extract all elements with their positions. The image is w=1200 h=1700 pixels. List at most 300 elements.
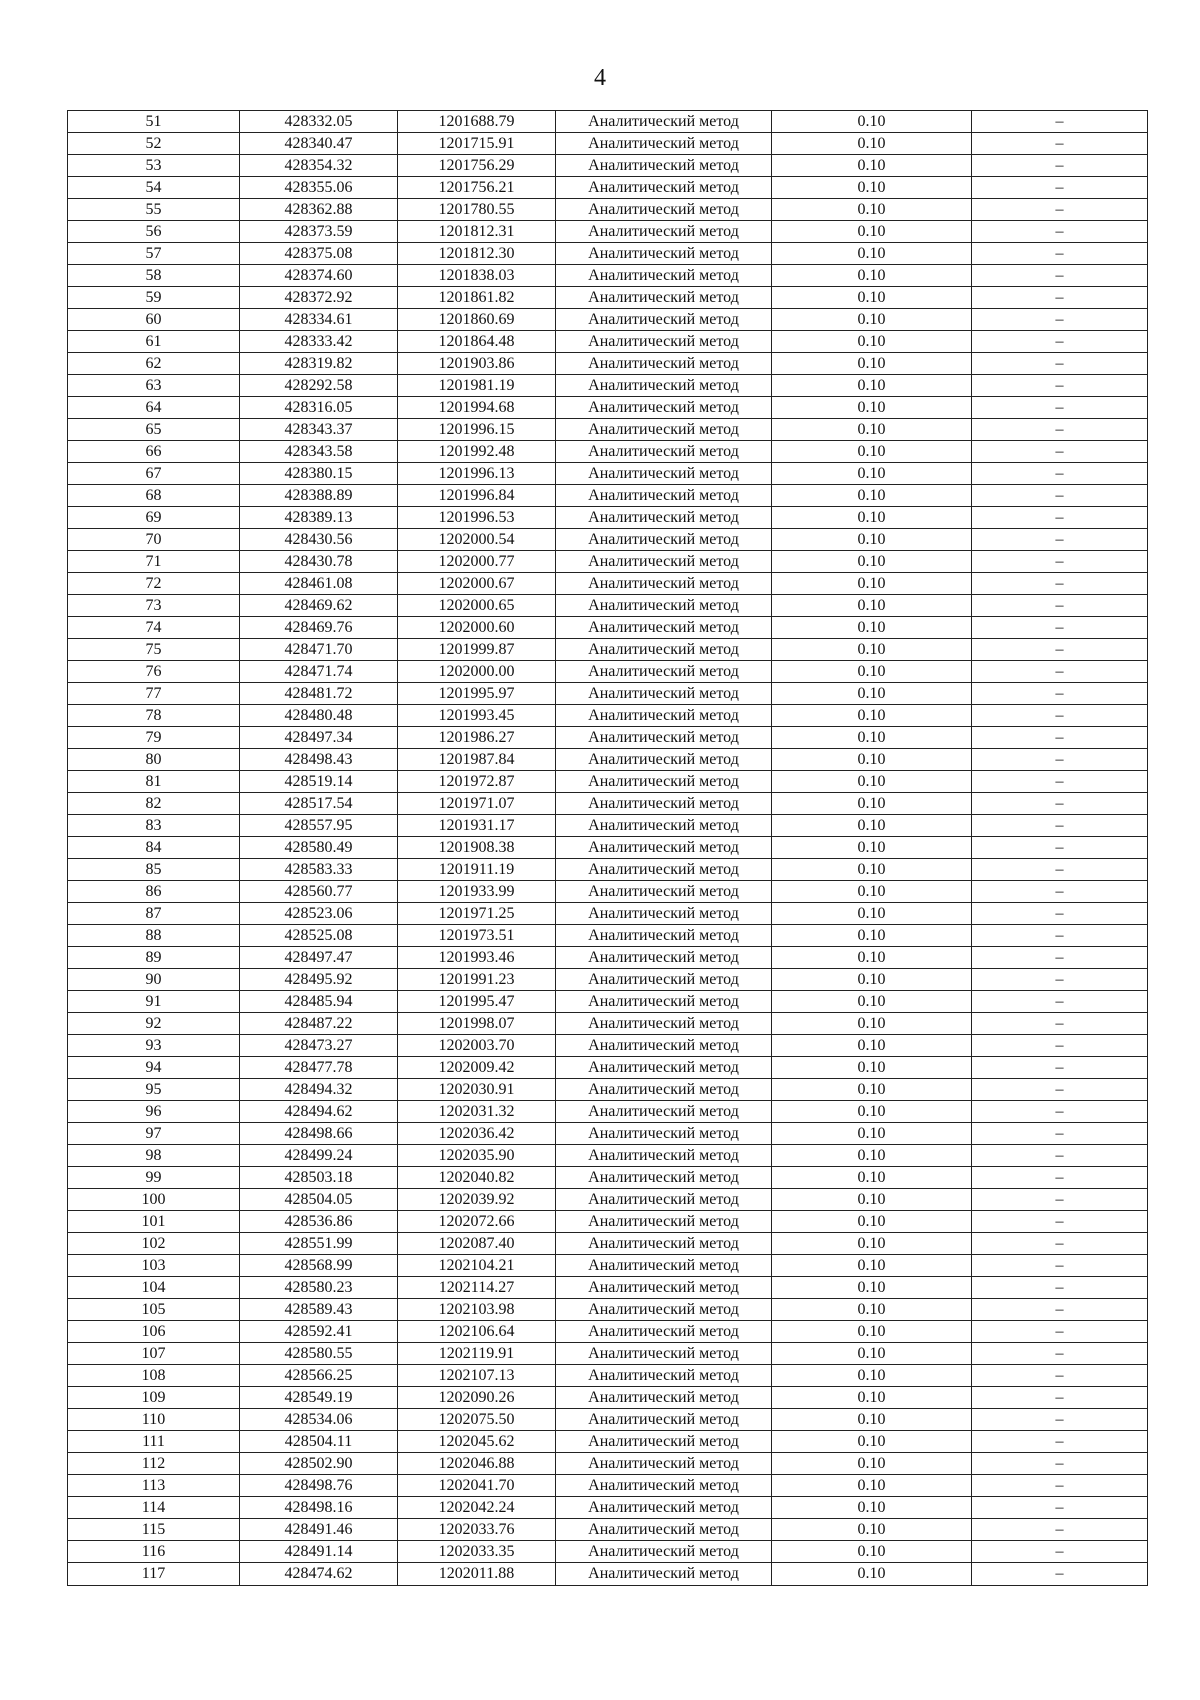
coordinates-table-body [68,111,1148,1586]
accuracy-cell: 0.10 [772,133,972,155]
x-coordinate-cell: 428343.37 [240,419,398,441]
x-coordinate-cell: 428461.08 [240,573,398,595]
x-coordinate-cell: 428355.06 [240,177,398,199]
method-cell: Аналитический метод [556,881,772,903]
method-cell: Аналитический метод [556,595,772,617]
method-cell: Аналитический метод [556,1343,772,1365]
point-number-cell: 61 [68,331,240,353]
note-cell: – [972,1057,1148,1079]
table-row [68,859,1148,881]
method-cell: Аналитический метод [556,1321,772,1343]
x-coordinate-cell: 428469.62 [240,595,398,617]
y-coordinate-cell: 1201933.99 [398,881,556,903]
method-cell: Аналитический метод [556,419,772,441]
point-number-cell: 77 [68,683,240,705]
note-cell: – [972,463,1148,485]
method-cell: Аналитический метод [556,1233,772,1255]
point-number-cell: 95 [68,1079,240,1101]
accuracy-cell: 0.10 [772,595,972,617]
accuracy-cell: 0.10 [772,507,972,529]
x-coordinate-cell: 428340.47 [240,133,398,155]
method-cell: Аналитический метод [556,1013,772,1035]
point-number-cell: 76 [68,661,240,683]
table-row [68,1167,1148,1189]
table-row [68,639,1148,661]
y-coordinate-cell: 1201993.45 [398,705,556,727]
y-coordinate-cell: 1202087.40 [398,1233,556,1255]
point-number-cell: 87 [68,903,240,925]
x-coordinate-cell: 428504.11 [240,1431,398,1453]
point-number-cell: 86 [68,881,240,903]
x-coordinate-cell: 428503.18 [240,1167,398,1189]
y-coordinate-cell: 1202011.88 [398,1563,556,1586]
x-coordinate-cell: 428519.14 [240,771,398,793]
x-coordinate-cell: 428477.78 [240,1057,398,1079]
accuracy-cell: 0.10 [772,771,972,793]
accuracy-cell: 0.10 [772,1035,972,1057]
x-coordinate-cell: 428534.06 [240,1409,398,1431]
table-row [68,727,1148,749]
y-coordinate-cell: 1202103.98 [398,1299,556,1321]
note-cell: – [972,1211,1148,1233]
accuracy-cell: 0.10 [772,1343,972,1365]
method-cell: Аналитический метод [556,287,772,309]
table-row [68,1299,1148,1321]
method-cell: Аналитический метод [556,617,772,639]
note-cell: – [972,683,1148,705]
point-number-cell: 107 [68,1343,240,1365]
table-row [68,441,1148,463]
y-coordinate-cell: 1201931.17 [398,815,556,837]
accuracy-cell: 0.10 [772,727,972,749]
point-number-cell: 96 [68,1101,240,1123]
method-cell: Аналитический метод [556,1563,772,1586]
note-cell: – [972,903,1148,925]
x-coordinate-cell: 428316.05 [240,397,398,419]
method-cell: Аналитический метод [556,1189,772,1211]
table-row [68,485,1148,507]
method-cell: Аналитический метод [556,1387,772,1409]
x-coordinate-cell: 428374.60 [240,265,398,287]
note-cell: – [972,1519,1148,1541]
method-cell: Аналитический метод [556,991,772,1013]
y-coordinate-cell: 1201987.84 [398,749,556,771]
accuracy-cell: 0.10 [772,265,972,287]
y-coordinate-cell: 1201992.48 [398,441,556,463]
table-row [68,551,1148,573]
y-coordinate-cell: 1201981.19 [398,375,556,397]
method-cell: Аналитический метод [556,705,772,727]
note-cell: – [972,1167,1148,1189]
note-cell: – [972,375,1148,397]
accuracy-cell: 0.10 [772,441,972,463]
method-cell: Аналитический метод [556,903,772,925]
table-row [68,573,1148,595]
note-cell: – [972,595,1148,617]
y-coordinate-cell: 1202009.42 [398,1057,556,1079]
accuracy-cell: 0.10 [772,837,972,859]
accuracy-cell: 0.10 [772,551,972,573]
accuracy-cell: 0.10 [772,463,972,485]
method-cell: Аналитический метод [556,793,772,815]
y-coordinate-cell: 1201972.87 [398,771,556,793]
accuracy-cell: 0.10 [772,419,972,441]
method-cell: Аналитический метод [556,265,772,287]
table-row [68,331,1148,353]
point-number-cell: 98 [68,1145,240,1167]
method-cell: Аналитический метод [556,1299,772,1321]
accuracy-cell: 0.10 [772,1519,972,1541]
y-coordinate-cell: 1202114.27 [398,1277,556,1299]
method-cell: Аналитический метод [556,353,772,375]
method-cell: Аналитический метод [556,551,772,573]
note-cell: – [972,133,1148,155]
y-coordinate-cell: 1201994.68 [398,397,556,419]
point-number-cell: 104 [68,1277,240,1299]
point-number-cell: 82 [68,793,240,815]
accuracy-cell: 0.10 [772,881,972,903]
x-coordinate-cell: 428343.58 [240,441,398,463]
note-cell: – [972,441,1148,463]
y-coordinate-cell: 1201861.82 [398,287,556,309]
point-number-cell: 71 [68,551,240,573]
note-cell: – [972,1453,1148,1475]
point-number-cell: 51 [68,111,240,133]
y-coordinate-cell: 1201838.03 [398,265,556,287]
method-cell: Аналитический метод [556,1409,772,1431]
point-number-cell: 64 [68,397,240,419]
table-row [68,595,1148,617]
method-cell: Аналитический метод [556,177,772,199]
x-coordinate-cell: 428495.92 [240,969,398,991]
method-cell: Аналитический метод [556,221,772,243]
method-cell: Аналитический метод [556,815,772,837]
note-cell: – [972,529,1148,551]
table-row [68,1409,1148,1431]
table-row [68,705,1148,727]
accuracy-cell: 0.10 [772,1167,972,1189]
method-cell: Аналитический метод [556,243,772,265]
method-cell: Аналитический метод [556,507,772,529]
point-number-cell: 103 [68,1255,240,1277]
accuracy-cell: 0.10 [772,1189,972,1211]
y-coordinate-cell: 1202072.66 [398,1211,556,1233]
method-cell: Аналитический метод [556,859,772,881]
table-row [68,111,1148,133]
x-coordinate-cell: 428319.82 [240,353,398,375]
note-cell: – [972,1563,1148,1586]
accuracy-cell: 0.10 [772,749,972,771]
y-coordinate-cell: 1201973.51 [398,925,556,947]
x-coordinate-cell: 428580.55 [240,1343,398,1365]
x-coordinate-cell: 428473.27 [240,1035,398,1057]
y-coordinate-cell: 1202000.00 [398,661,556,683]
accuracy-cell: 0.10 [772,1123,972,1145]
method-cell: Аналитический метод [556,463,772,485]
accuracy-cell: 0.10 [772,1079,972,1101]
y-coordinate-cell: 1202000.65 [398,595,556,617]
x-coordinate-cell: 428568.99 [240,1255,398,1277]
point-number-cell: 109 [68,1387,240,1409]
x-coordinate-cell: 428471.70 [240,639,398,661]
y-coordinate-cell: 1201993.46 [398,947,556,969]
y-coordinate-cell: 1201986.27 [398,727,556,749]
point-number-cell: 92 [68,1013,240,1035]
point-number-cell: 58 [68,265,240,287]
note-cell: – [972,661,1148,683]
accuracy-cell: 0.10 [772,1013,972,1035]
y-coordinate-cell: 1201756.29 [398,155,556,177]
accuracy-cell: 0.10 [772,1277,972,1299]
x-coordinate-cell: 428504.05 [240,1189,398,1211]
method-cell: Аналитический метод [556,1211,772,1233]
table-row [68,1497,1148,1519]
method-cell: Аналитический метод [556,1145,772,1167]
note-cell: – [972,265,1148,287]
y-coordinate-cell: 1202035.90 [398,1145,556,1167]
point-number-cell: 70 [68,529,240,551]
y-coordinate-cell: 1202031.32 [398,1101,556,1123]
table-row [68,749,1148,771]
table-row [68,1519,1148,1541]
table-row [68,1145,1148,1167]
note-cell: – [972,397,1148,419]
table-row [68,375,1148,397]
method-cell: Аналитический метод [556,331,772,353]
y-coordinate-cell: 1201780.55 [398,199,556,221]
note-cell: – [972,617,1148,639]
x-coordinate-cell: 428430.56 [240,529,398,551]
point-number-cell: 81 [68,771,240,793]
accuracy-cell: 0.10 [772,177,972,199]
x-coordinate-cell: 428523.06 [240,903,398,925]
accuracy-cell: 0.10 [772,1321,972,1343]
point-number-cell: 106 [68,1321,240,1343]
point-number-cell: 62 [68,353,240,375]
accuracy-cell: 0.10 [772,573,972,595]
point-number-cell: 111 [68,1431,240,1453]
y-coordinate-cell: 1202003.70 [398,1035,556,1057]
x-coordinate-cell: 428498.76 [240,1475,398,1497]
point-number-cell: 112 [68,1453,240,1475]
accuracy-cell: 0.10 [772,1497,972,1519]
y-coordinate-cell: 1201996.15 [398,419,556,441]
table-row [68,463,1148,485]
table-row [68,1013,1148,1035]
y-coordinate-cell: 1202075.50 [398,1409,556,1431]
method-cell: Аналитический метод [556,1497,772,1519]
accuracy-cell: 0.10 [772,859,972,881]
accuracy-cell: 0.10 [772,1541,972,1563]
method-cell: Аналитический метод [556,969,772,991]
accuracy-cell: 0.10 [772,903,972,925]
point-number-cell: 93 [68,1035,240,1057]
y-coordinate-cell: 1201998.07 [398,1013,556,1035]
accuracy-cell: 0.10 [772,309,972,331]
accuracy-cell: 0.10 [772,243,972,265]
table-row [68,815,1148,837]
x-coordinate-cell: 428362.88 [240,199,398,221]
table-row [68,947,1148,969]
x-coordinate-cell: 428388.89 [240,485,398,507]
y-coordinate-cell: 1201864.48 [398,331,556,353]
x-coordinate-cell: 428557.95 [240,815,398,837]
x-coordinate-cell: 428589.43 [240,1299,398,1321]
accuracy-cell: 0.10 [772,705,972,727]
table-row [68,177,1148,199]
table-row [68,683,1148,705]
y-coordinate-cell: 1202039.92 [398,1189,556,1211]
table-row [68,1277,1148,1299]
y-coordinate-cell: 1201971.07 [398,793,556,815]
point-number-cell: 65 [68,419,240,441]
y-coordinate-cell: 1201999.87 [398,639,556,661]
method-cell: Аналитический метод [556,1167,772,1189]
note-cell: – [972,1145,1148,1167]
point-number-cell: 55 [68,199,240,221]
point-number-cell: 80 [68,749,240,771]
point-number-cell: 90 [68,969,240,991]
note-cell: – [972,111,1148,133]
method-cell: Аналитический метод [556,639,772,661]
note-cell: – [972,1343,1148,1365]
table-row [68,617,1148,639]
x-coordinate-cell: 428491.46 [240,1519,398,1541]
x-coordinate-cell: 428372.92 [240,287,398,309]
y-coordinate-cell: 1201756.21 [398,177,556,199]
method-cell: Аналитический метод [556,749,772,771]
y-coordinate-cell: 1202000.60 [398,617,556,639]
note-cell: – [972,1123,1148,1145]
x-coordinate-cell: 428481.72 [240,683,398,705]
accuracy-cell: 0.10 [772,331,972,353]
method-cell: Аналитический метод [556,1277,772,1299]
x-coordinate-cell: 428494.32 [240,1079,398,1101]
note-cell: – [972,1101,1148,1123]
y-coordinate-cell: 1201908.38 [398,837,556,859]
note-cell: – [972,639,1148,661]
accuracy-cell: 0.10 [772,1233,972,1255]
x-coordinate-cell: 428517.54 [240,793,398,815]
y-coordinate-cell: 1201812.30 [398,243,556,265]
x-coordinate-cell: 428498.66 [240,1123,398,1145]
point-number-cell: 110 [68,1409,240,1431]
y-coordinate-cell: 1201996.13 [398,463,556,485]
method-cell: Аналитический метод [556,1431,772,1453]
table-row [68,881,1148,903]
x-coordinate-cell: 428525.08 [240,925,398,947]
table-row [68,991,1148,1013]
note-cell: – [972,309,1148,331]
x-coordinate-cell: 428389.13 [240,507,398,529]
note-cell: – [972,705,1148,727]
table-row [68,793,1148,815]
table-row [68,1453,1148,1475]
method-cell: Аналитический метод [556,1475,772,1497]
table-row [68,1563,1148,1586]
table-row [68,1079,1148,1101]
method-cell: Аналитический метод [556,1519,772,1541]
accuracy-cell: 0.10 [772,969,972,991]
accuracy-cell: 0.10 [772,947,972,969]
method-cell: Аналитический метод [556,1123,772,1145]
y-coordinate-cell: 1202033.76 [398,1519,556,1541]
method-cell: Аналитический метод [556,1365,772,1387]
table-row [68,1189,1148,1211]
x-coordinate-cell: 428485.94 [240,991,398,1013]
x-coordinate-cell: 428583.33 [240,859,398,881]
accuracy-cell: 0.10 [772,529,972,551]
method-cell: Аналитический метод [556,573,772,595]
x-coordinate-cell: 428474.62 [240,1563,398,1586]
table-row [68,1431,1148,1453]
method-cell: Аналитический метод [556,199,772,221]
accuracy-cell: 0.10 [772,397,972,419]
x-coordinate-cell: 428497.34 [240,727,398,749]
note-cell: – [972,1277,1148,1299]
point-number-cell: 85 [68,859,240,881]
x-coordinate-cell: 428497.47 [240,947,398,969]
note-cell: – [972,1079,1148,1101]
x-coordinate-cell: 428471.74 [240,661,398,683]
table-row [68,1321,1148,1343]
y-coordinate-cell: 1202033.35 [398,1541,556,1563]
method-cell: Аналитический метод [556,1255,772,1277]
x-coordinate-cell: 428469.76 [240,617,398,639]
table-row [68,199,1148,221]
y-coordinate-cell: 1202036.42 [398,1123,556,1145]
note-cell: – [972,815,1148,837]
note-cell: – [972,419,1148,441]
method-cell: Аналитический метод [556,441,772,463]
point-number-cell: 83 [68,815,240,837]
table-row [68,155,1148,177]
x-coordinate-cell: 428592.41 [240,1321,398,1343]
point-number-cell: 117 [68,1563,240,1586]
point-number-cell: 52 [68,133,240,155]
accuracy-cell: 0.10 [772,1145,972,1167]
note-cell: – [972,1035,1148,1057]
note-cell: – [972,881,1148,903]
note-cell: – [972,1431,1148,1453]
point-number-cell: 114 [68,1497,240,1519]
point-number-cell: 88 [68,925,240,947]
x-coordinate-cell: 428354.32 [240,155,398,177]
note-cell: – [972,1365,1148,1387]
y-coordinate-cell: 1202042.24 [398,1497,556,1519]
note-cell: – [972,221,1148,243]
point-number-cell: 53 [68,155,240,177]
point-number-cell: 78 [68,705,240,727]
note-cell: – [972,1013,1148,1035]
table-row [68,133,1148,155]
x-coordinate-cell: 428580.23 [240,1277,398,1299]
accuracy-cell: 0.10 [772,925,972,947]
accuracy-cell: 0.10 [772,1409,972,1431]
method-cell: Аналитический метод [556,1101,772,1123]
x-coordinate-cell: 428560.77 [240,881,398,903]
point-number-cell: 105 [68,1299,240,1321]
table-row [68,903,1148,925]
point-number-cell: 74 [68,617,240,639]
accuracy-cell: 0.10 [772,1387,972,1409]
accuracy-cell: 0.10 [772,1365,972,1387]
x-coordinate-cell: 428502.90 [240,1453,398,1475]
note-cell: – [972,1233,1148,1255]
note-cell: – [972,859,1148,881]
note-cell: – [972,991,1148,1013]
table-row [68,1387,1148,1409]
